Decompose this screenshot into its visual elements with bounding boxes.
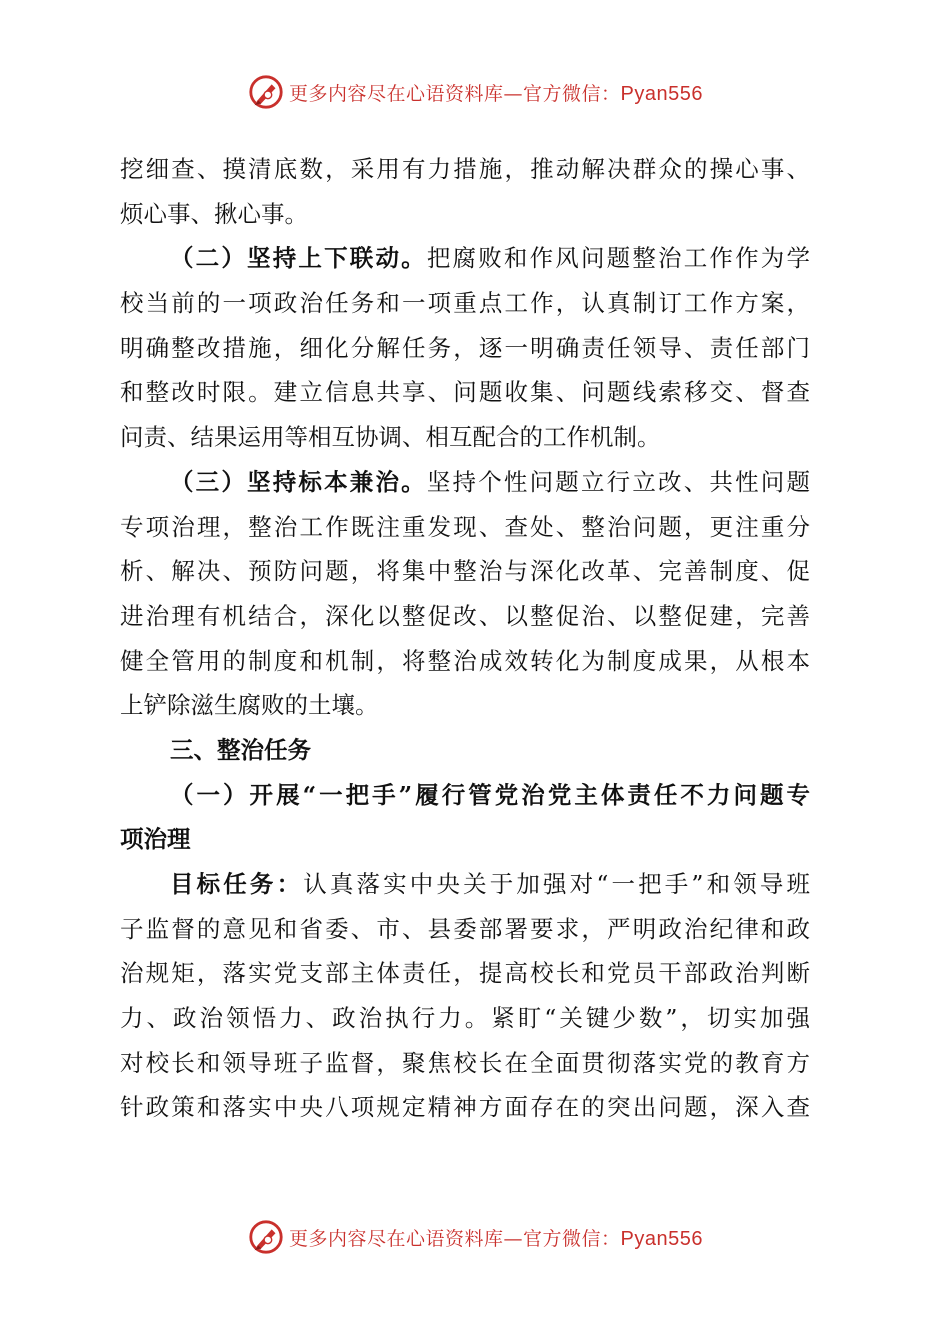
text-line: 力、政治领悟力、政治执行力。紧盯“关键少数”，切实加强 — [120, 1004, 810, 1033]
text-line: 子监督的意见和省委、市、县委部署要求，严明政治纪律和政 — [120, 914, 810, 943]
text-line: 进治理有机结合，深化以整促改、以整促治、以整促建，完善 — [120, 601, 810, 630]
text-line: 专项治理，整治工作既注重发现、查处、整治问题，更注重分 — [120, 512, 810, 541]
text-line: 明确整改措施，细化分解任务，逐一明确责任领导、责任部门 — [120, 333, 810, 362]
header-banner — [0, 72, 950, 112]
document-body — [120, 147, 810, 1130]
paragraph-first-line: （三）坚持标本兼治。坚持个性问题立行立改、共性问题 — [170, 467, 810, 496]
text-line: 上铲除滋生腐败的土壤。 — [120, 691, 379, 720]
subsection-heading: （一）开展“一把手”履行管党治党主体责任不力问题专 — [170, 780, 810, 809]
paragraph-heading: 目标任务： — [170, 870, 304, 898]
text-line: 治规矩，落实党支部主体责任，提高校长和党员干部政治判断 — [120, 959, 810, 988]
footer-banner-text: 更多内容尽在心语资料库—官方微信：Pyan556 — [289, 1227, 703, 1250]
paragraph-first-line: （二）坚持上下联动。把腐败和作风问题整治工作作为学 — [170, 244, 810, 273]
text-line: 挖细查、摸清底数，采用有力措施，推动解决群众的操心事、 — [120, 155, 810, 183]
text-line: 烦心事、揪心事。 — [120, 199, 308, 228]
text-line: 和整改时限。建立信息共享、问题收集、问题线索移交、督查 — [120, 378, 810, 407]
header-banner-text: 更多内容尽在心语资料库—官方微信：Pyan556 — [289, 82, 703, 105]
footer-banner — [0, 1217, 950, 1257]
pen-logo-icon — [247, 73, 285, 111]
paragraph-first-line: 目标任务：认真落实中央关于加强对“一把手”和领导班 — [170, 870, 810, 898]
paragraph-heading: （三）坚持标本兼治。 — [170, 467, 427, 496]
text-line: 析、解决、预防问题，将集中整治与深化改革、完善制度、促 — [120, 557, 810, 586]
footer-wechat-id: Pyan556 — [620, 1227, 703, 1250]
text-line: 对校长和领导班子监督，聚焦校长在全面贯彻落实党的教育方 — [120, 1048, 810, 1077]
text-line: 校当前的一项政治任务和一项重点工作，认真制订工作方案， — [120, 289, 810, 318]
pen-logo-icon — [247, 1218, 285, 1256]
subsection-heading-continued: 项治理 — [120, 825, 191, 854]
text-line: 健全管用的制度和机制，将整治成效转化为制度成果，从根本 — [120, 646, 810, 675]
paragraph-heading: （二）坚持上下联动。 — [170, 244, 427, 273]
text-line: 针政策和落实中央八项规定精神方面存在的突出问题，深入查 — [120, 1093, 810, 1122]
text-line: 问责、结果运用等相互协调、相互配合的工作机制。 — [120, 423, 661, 452]
section-heading: 三、整治任务 — [170, 735, 311, 764]
header-wechat-id: Pyan556 — [620, 82, 703, 105]
